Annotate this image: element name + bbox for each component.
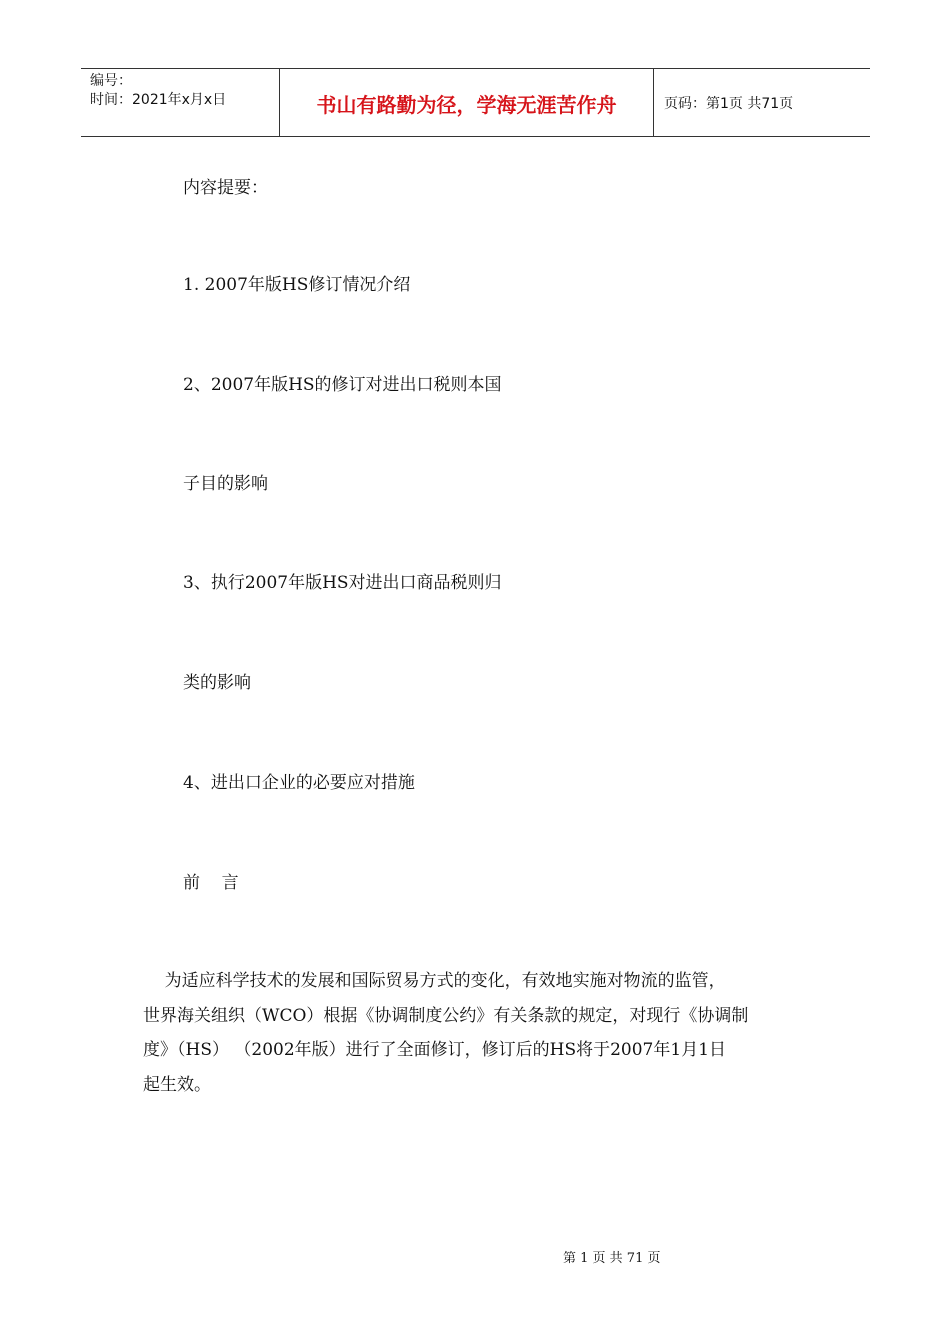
summary-heading: 内容提要： — [183, 178, 268, 198]
body-line: 为适应科学技术的发展和国际贸易方式的变化，有效地实施对物流的监管， — [143, 971, 726, 991]
preface-body — [143, 964, 813, 1102]
header-motto: 书山有路勤为径，学海无涯苦作舟 — [280, 69, 654, 136]
preface-heading: 前 言 — [183, 873, 239, 893]
header-page-number: 页码：第1页 共71页 — [664, 95, 794, 112]
summary-item: 4、进出口企业的必要应对措施 — [183, 773, 415, 793]
summary-item: 1. 2007年版HS修订情况介绍 — [183, 275, 411, 295]
summary-item: 类的影响 — [183, 673, 251, 693]
body-line: 世界海关组织（WCO）根据《协调制度公约》有关条款的规定，对现行《协调制 — [143, 1005, 749, 1026]
summary-item: 3、执行2007年版HS对进出口商品税则归 — [183, 573, 502, 593]
document-date-label: 时间：2021年x月x日 — [90, 92, 227, 108]
summary-item: 子目的影响 — [183, 474, 268, 494]
document-number-label: 编号： — [90, 73, 132, 89]
body-line: 起生效。 — [143, 1074, 211, 1095]
page-footer: 第 1 页 共 71 页 — [563, 1251, 661, 1266]
body-line: 度》（HS） （2002年版）进行了全面修订，修订后的HS将于2007年1月1日 — [143, 1040, 727, 1060]
header-meta — [81, 69, 280, 136]
page-header — [81, 68, 870, 137]
summary-item: 2、2007年版HS的修订对进出口税则本国 — [183, 375, 502, 395]
